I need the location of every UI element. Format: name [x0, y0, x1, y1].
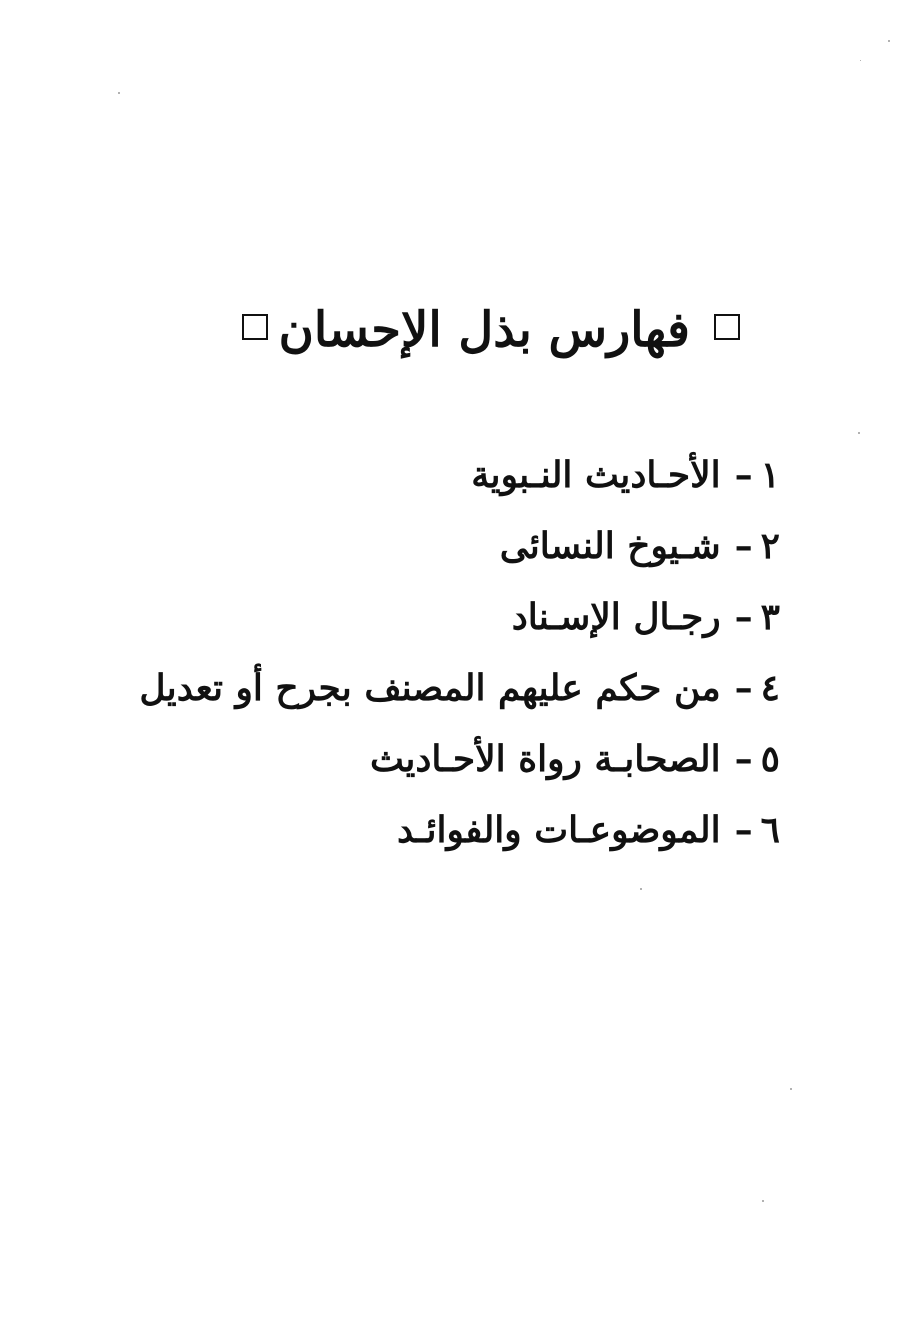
scan-speck [860, 60, 861, 61]
item-label: شـيوخ النسائى [499, 525, 721, 567]
index-list [120, 440, 780, 866]
item-label: الموضوعـات والفوائـد [397, 809, 721, 851]
scan-speck [888, 40, 890, 42]
page-title: فهارس بذل الإحسان [278, 302, 690, 358]
scan-speck [762, 1200, 764, 1202]
item-label: رجـال الإسـناد [511, 596, 721, 638]
item-dash: – [734, 667, 753, 709]
scan-speck [858, 432, 860, 434]
item-dash: – [734, 596, 753, 638]
item-dash: – [734, 738, 753, 780]
item-dash: – [734, 525, 753, 567]
square-ornament-icon [714, 314, 740, 340]
item-number: ٤ [760, 667, 780, 709]
list-item [120, 724, 780, 795]
item-number: ٢ [760, 525, 780, 567]
title-row [0, 290, 914, 370]
square-ornament-icon [242, 314, 268, 340]
item-label: الصحابـة رواة الأحـاديث [369, 738, 721, 780]
item-number: ٦ [760, 809, 780, 851]
scan-speck [118, 92, 120, 94]
item-number: ١ [760, 454, 780, 496]
item-dash: – [734, 809, 753, 851]
item-label: الأحـاديث النـبوية [471, 454, 721, 496]
list-item [120, 511, 780, 582]
item-label: من حكم عليهم المصنف بجرح أو تعديل [139, 667, 721, 709]
list-item [120, 440, 780, 511]
list-item [120, 653, 780, 724]
list-item [120, 582, 780, 653]
item-number: ٣ [760, 596, 780, 638]
item-dash: – [734, 454, 753, 496]
list-item [120, 795, 780, 866]
scan-speck [790, 1088, 792, 1090]
scan-speck [640, 888, 642, 890]
item-number: ٥ [760, 738, 780, 780]
